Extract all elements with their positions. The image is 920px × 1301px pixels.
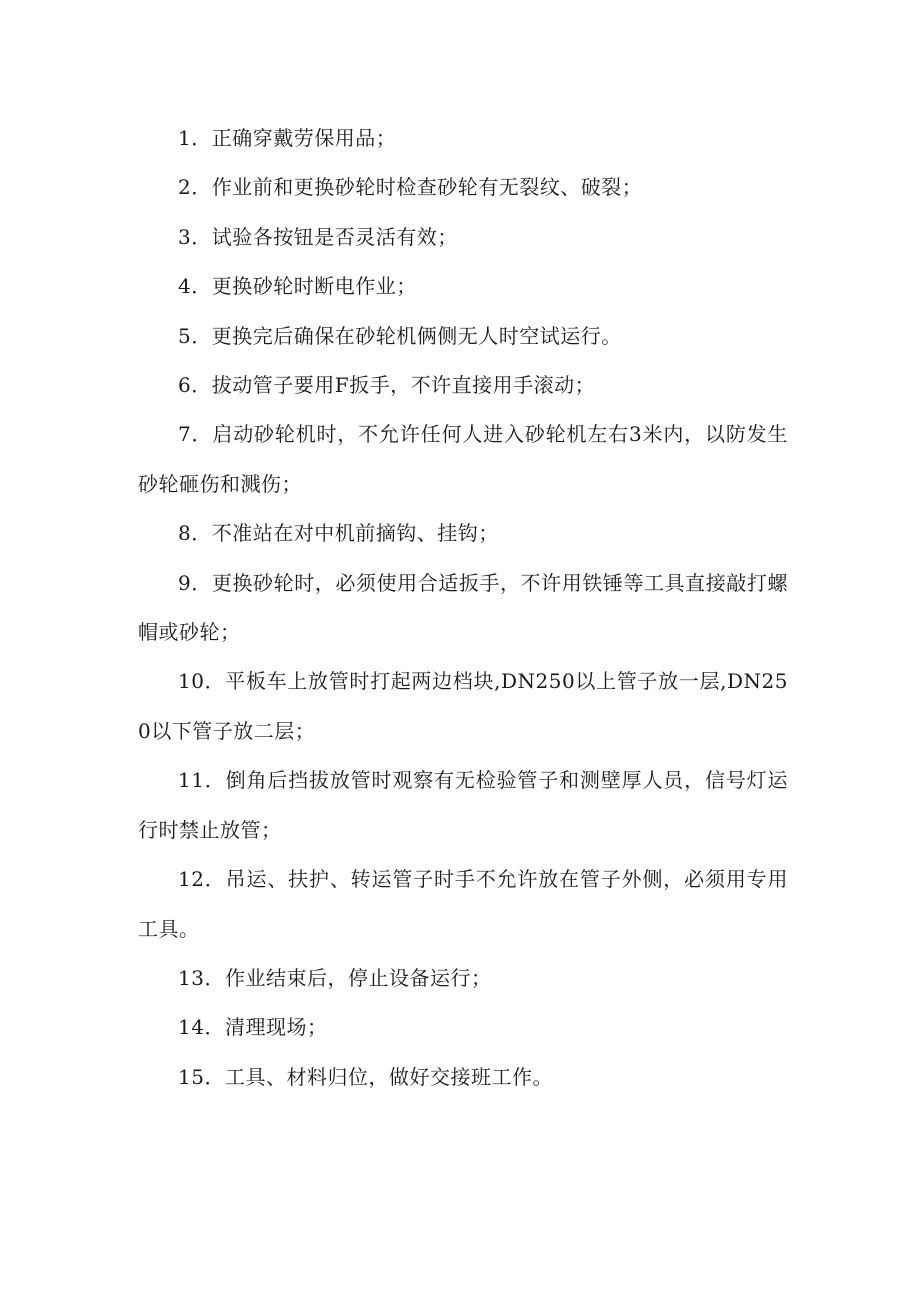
- rule-item-8: 8．不准站在对中机前摘钩、挂钩；: [178, 521, 499, 546]
- rule-item-15: 15．工具、材料归位，做好交接班工作。: [178, 1064, 553, 1089]
- rule-item-12: 12．吊运、扶护、转运管子时手不允许放在管子外侧，必须用专用工具。: [138, 867, 788, 941]
- rule-item-7: 7．启动砂轮机时，不允许任何人进入砂轮机左右3米内，以防发生砂轮砸伤和溅伤；: [138, 422, 788, 496]
- rule-item-4: 4．更换砂轮时断电作业；: [178, 274, 417, 299]
- rule-item-14: 14．清理现场；: [178, 1015, 328, 1040]
- rule-item-5: 5．更换完后确保在砂轮机俩侧无人时空试运行。: [178, 323, 622, 348]
- rule-item-1: 1．正确穿戴劳保用品；: [178, 126, 397, 150]
- rule-item-6: 6．拔动管子要用F扳手，不许直接用手滚动；: [178, 373, 596, 398]
- rule-item-10: 10．平板车上放管时打起两边档块,DN250以上管子放一层,DN250以下管子放二层；: [138, 669, 788, 743]
- rule-item-3: 3．试验各按钮是否灵活有效；: [178, 224, 458, 249]
- rule-item-13: 13．作业结束后，停止设备运行；: [178, 965, 492, 990]
- rule-item-11: 11．倒角后挡拔放管时观察有无检验管子和测壁厚人员，信号灯运行时禁止放管；: [138, 768, 788, 842]
- rule-item-2: 2．作业前和更换砂轮时检查砂轮有无裂纹、破裂；: [178, 175, 643, 200]
- rule-item-9: 9．更换砂轮时，必须使用合适扳手，不许用铁锤等工具直接敲打螺帽或砂轮；: [138, 570, 788, 645]
- safety-rules-list: [138, 114, 788, 1102]
